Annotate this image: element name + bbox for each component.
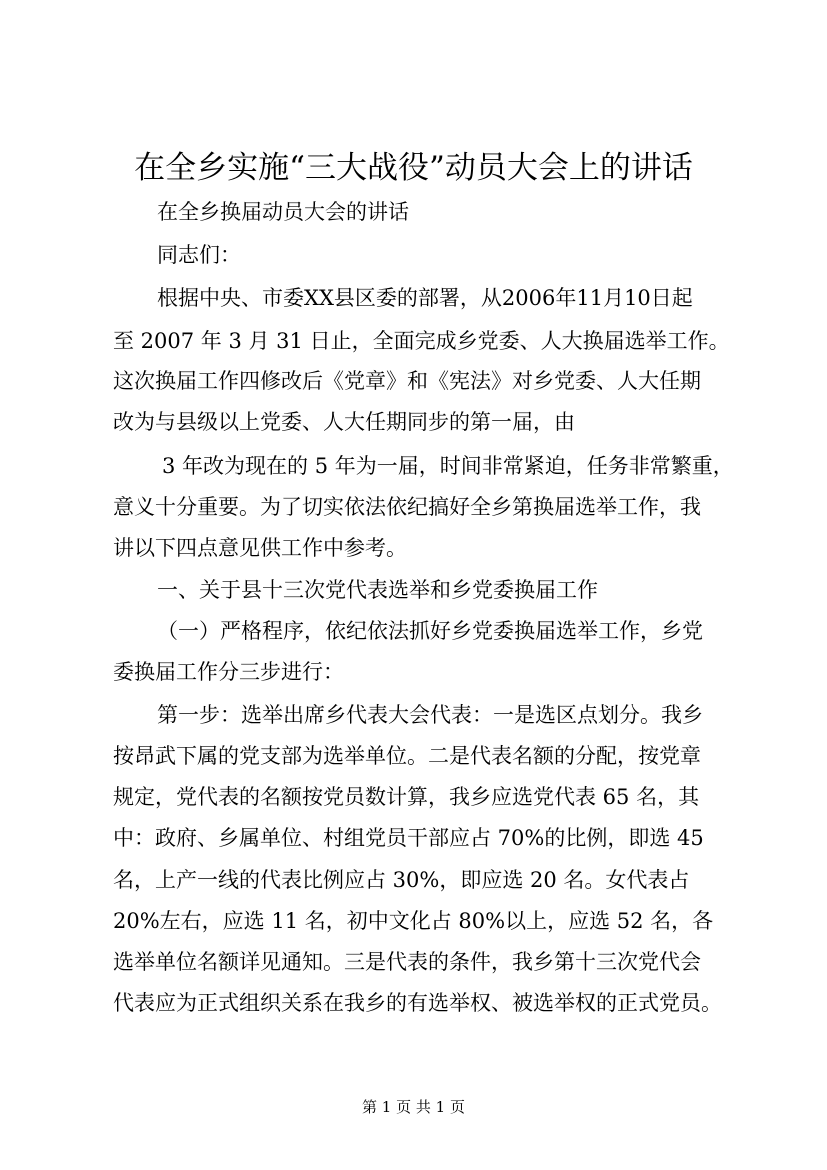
body-line: 规定，党代表的名额按党员数计算，我乡应选党代表 65 名，其 <box>113 785 700 809</box>
body-line: 中：政府、乡属单位、村组党员干部应占 70%的比例，即选 45 <box>113 826 704 850</box>
document-title: 在全乡实施“三大战役”动员大会上的讲话 <box>134 150 693 186</box>
body-line: 委换届工作分三步进行： <box>113 660 344 684</box>
body-line: 改为与县级以上党委、人大任期同步的第一届，由 <box>113 410 575 434</box>
body-line: 3 年改为现在的 5 年为一届，时间非常紧迫，任务非常繁重， <box>162 454 734 478</box>
body-line: （一）严格程序，依纪依法抓好乡党委换届选举工作，乡党 <box>157 619 703 643</box>
body-line: 按昂武下属的党支部为选举单位。二是代表名额的分配，按党章 <box>113 744 701 768</box>
body-line: 至 2007 年 3 月 31 日止，全面完成乡党委、人大换届选举工作。 <box>113 329 730 353</box>
body-line: 第一步：选举出席乡代表大会代表：一是选区点划分。我乡 <box>157 703 703 727</box>
subtitle-line: 在全乡换届动员大会的讲话 <box>157 200 409 224</box>
body-line: 20%左右，应选 11 名，初中文化占 80%以上，应选 52 名，各 <box>113 909 714 933</box>
body-line: 选举单位名额详见通知。三是代表的条件，我乡第十三次党代会 <box>113 950 701 974</box>
body-line: 代表应为正式组织关系在我乡的有选举权、被选举权的正式党员。 <box>113 991 722 1015</box>
body-line: 根据中央、市委XX县区委的部署，从2006年11月10日起 <box>157 286 693 310</box>
section-heading: 一、关于县十三次党代表选举和乡党委换届工作 <box>157 578 598 602</box>
body-line: 意义十分重要。为了切实依法依纪搞好全乡第换届选举工作，我 <box>113 495 701 519</box>
page-footer: 第 1 页 共 1 页 <box>362 1098 465 1116</box>
body-line: 名，上产一线的代表比例应占 30%，即应选 20 名。女代表占 <box>113 868 690 892</box>
body-line: 这次换届工作四修改后《党章》和《宪法》对乡党委、人大任期 <box>113 369 701 393</box>
salutation-line: 同志们： <box>157 243 241 267</box>
body-line: 讲以下四点意见供工作中参考。 <box>113 536 407 560</box>
